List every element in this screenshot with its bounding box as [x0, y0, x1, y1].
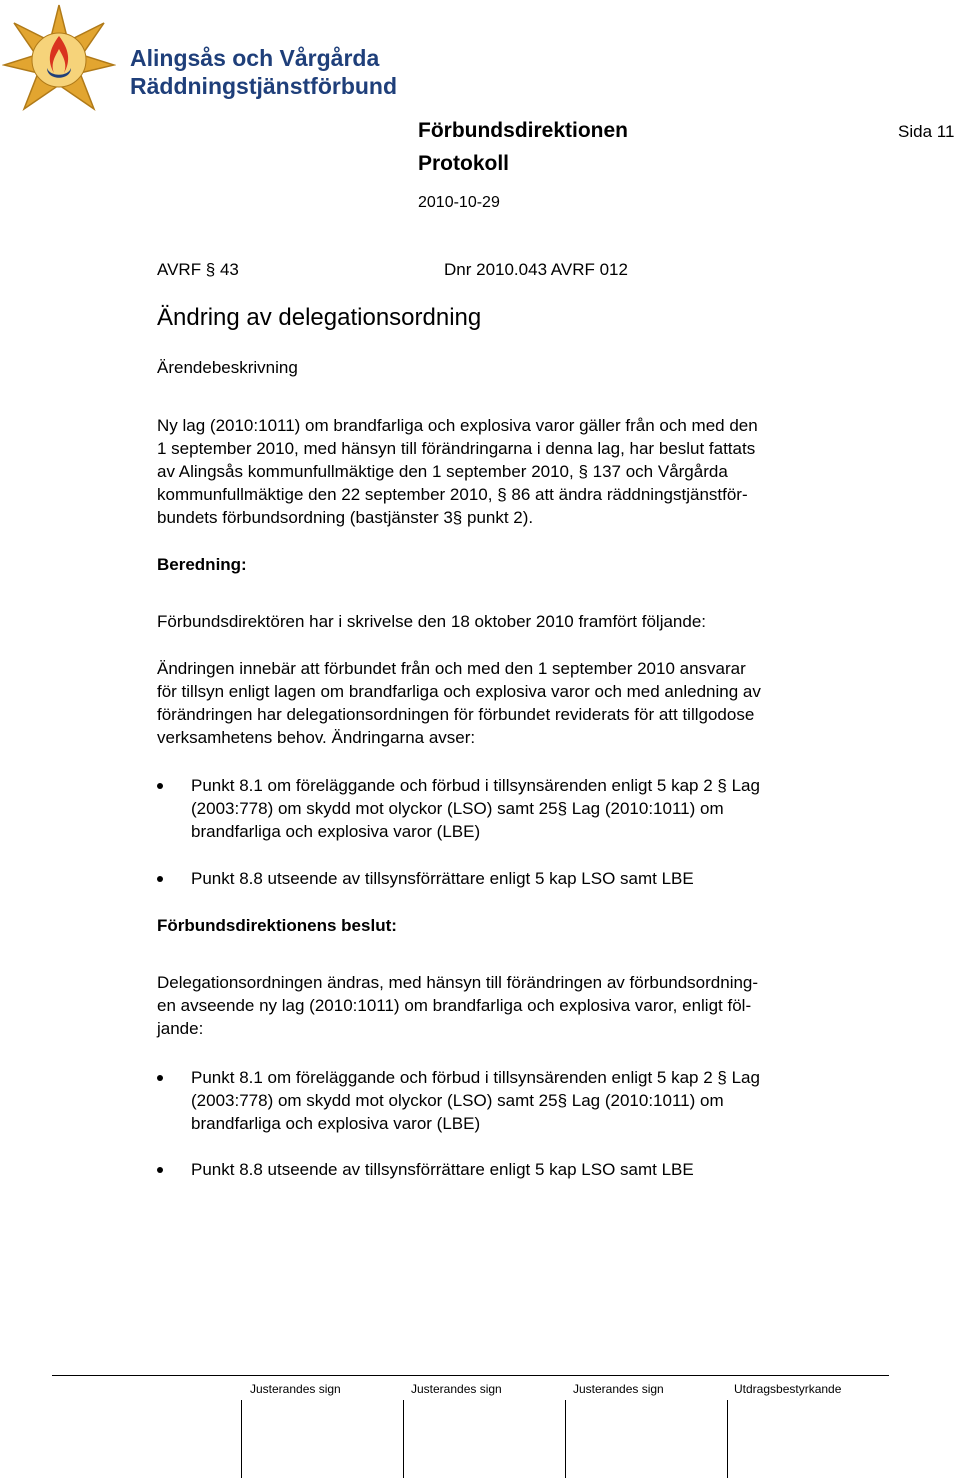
list-item-line: (2003:778) om skydd mot olyckor (LSO) samt 25§ Lag (2010:1011) om	[191, 799, 724, 818]
org-name-line1: Alingsås och Vårgårda	[130, 45, 380, 71]
beredning-line: Ändringen innebär att förbundet från och med den 1 september 2010 ansvarar	[157, 659, 746, 678]
org-name-line2: Räddningstjänstförbund	[130, 73, 398, 99]
footer-divider	[52, 1375, 889, 1376]
signature-label-1: Justerandes sign	[250, 1382, 341, 1396]
signature-box-divider	[727, 1400, 728, 1478]
beredning-paragraph	[157, 657, 877, 749]
description-line: kommunfullmäktige den 22 september 2010, § 86 att ändra räddningstjänstför-	[157, 485, 748, 504]
org-logo	[0, 0, 400, 118]
signature-box-divider	[565, 1400, 566, 1478]
document-title: Förbundsdirektionen	[418, 119, 628, 142]
diary-number: Dnr 2010.043 AVRF 012	[444, 260, 628, 279]
list-item-line: brandfarliga och explosiva varor (LBE)	[191, 822, 481, 841]
beredning-intro: Förbundsdirektören har i skrivelse den 18 oktober 2010 framfört följande:	[157, 612, 707, 631]
bullet-icon	[157, 1167, 163, 1173]
list-item-line: brandfarliga och explosiva varor (LBE)	[191, 1114, 481, 1133]
beredning-heading: Beredning:	[157, 555, 247, 574]
list-item-line: (2003:778) om skydd mot olyckor (LSO) samt 25§ Lag (2010:1011) om	[191, 1091, 724, 1110]
beredning-line: för tillsyn enligt lagen om brandfarliga och explosiva varor och med anledning av	[157, 682, 761, 701]
list-item-text	[191, 1158, 881, 1181]
list-item-text	[191, 1066, 881, 1135]
decision-heading: Förbundsdirektionens beslut:	[157, 916, 397, 935]
bullet-icon	[157, 876, 163, 882]
decision-line: jande:	[157, 1019, 204, 1038]
description-line: av Alingsås kommunfullmäktige den 1 september 2010, § 137 och Vårgårda	[157, 462, 728, 481]
description-line: 1 september 2010, med hänsyn till förändringarna i denna lag, har beslut fattats	[157, 439, 756, 458]
document-type: Protokoll	[418, 152, 510, 175]
description-line: Ny lag (2010:1011) om brandfarliga och explosiva varor gäller från och med den	[157, 416, 758, 435]
document-date: 2010-10-29	[418, 194, 500, 211]
case-subheading: Ärendebeskrivning	[157, 358, 298, 377]
bullet-icon	[157, 783, 163, 789]
case-heading: Ändring av delegationsordning	[157, 304, 482, 331]
case-reference: AVRF § 43	[157, 260, 239, 279]
decision-line: Delegationsordningen ändras, med hänsyn till förändringen av förbundsordning-	[157, 973, 759, 992]
signature-label-3: Justerandes sign	[573, 1382, 664, 1396]
signature-box-divider	[241, 1400, 242, 1478]
fire-service-star-icon	[2, 3, 116, 115]
decision-paragraph	[157, 971, 877, 1040]
decision-line: en avseende ny lag (2010:1011) om brandfarliga och explosiva varor, enligt föl-	[157, 996, 752, 1015]
list-item-text	[191, 867, 881, 890]
list-item-line: Punkt 8.1 om föreläggande och förbud i tillsynsärenden enligt 5 kap 2 § Lag	[191, 1068, 760, 1087]
list-item-text	[191, 774, 881, 843]
list-item-line: Punkt 8.8 utseende av tillsynsförrättare enligt 5 kap LSO samt LBE	[191, 869, 694, 888]
beredning-line: förändringen har delegationsordningen för förbundet reviderats för att tillgodose	[157, 705, 755, 724]
certification-label: Utdragsbestyrkande	[734, 1382, 842, 1396]
signature-box-divider	[403, 1400, 404, 1478]
list-item-line: Punkt 8.8 utseende av tillsynsförrättare enligt 5 kap LSO samt LBE	[191, 1160, 694, 1179]
bullet-icon	[157, 1075, 163, 1081]
description-line: bundets förbundsordning (bastjänster 3§ punkt 2).	[157, 508, 534, 527]
description-paragraph	[157, 414, 877, 529]
list-item-line: Punkt 8.1 om föreläggande och förbud i tillsynsärenden enligt 5 kap 2 § Lag	[191, 776, 760, 795]
page-number: Sida 11	[898, 122, 955, 141]
signature-label-2: Justerandes sign	[411, 1382, 502, 1396]
beredning-line: verksamhetens behov. Ändringarna avser:	[157, 728, 476, 747]
